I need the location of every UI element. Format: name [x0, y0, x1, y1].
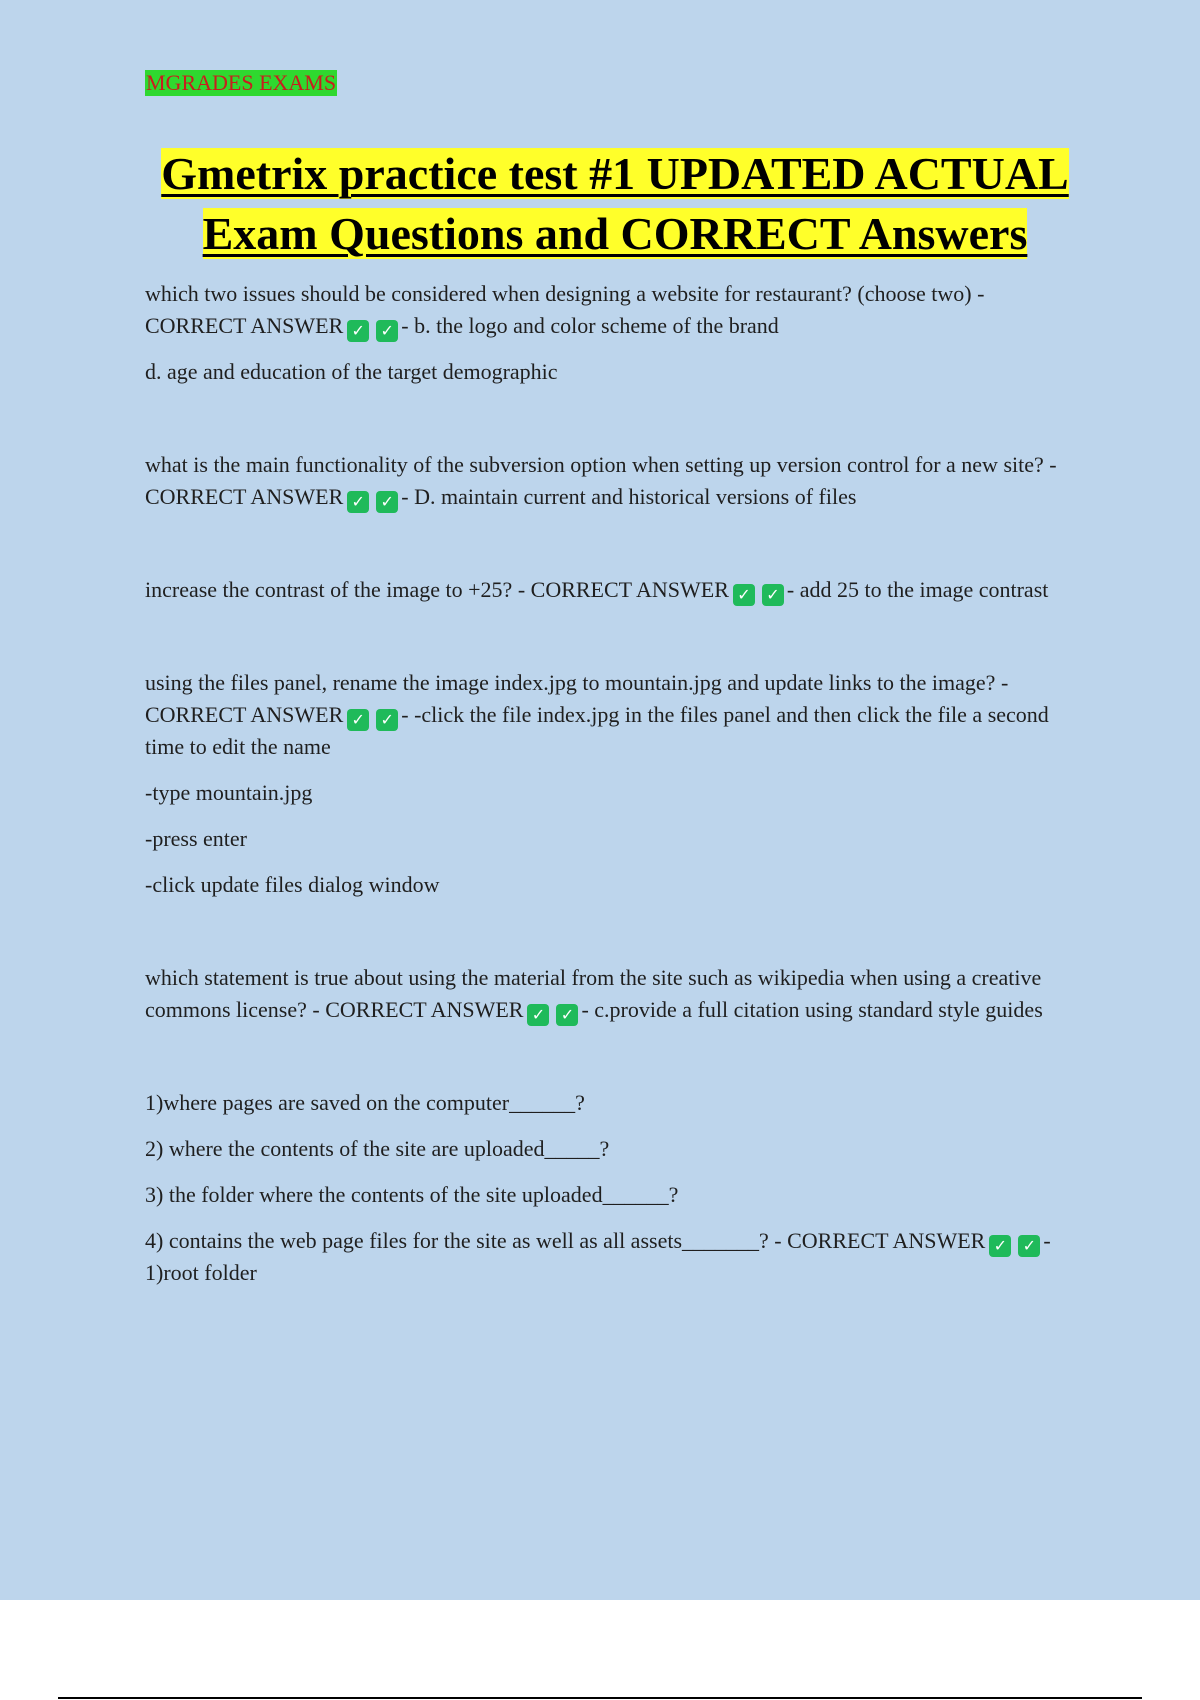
check-icon: ✓	[556, 1004, 578, 1026]
check-icon: ✓	[376, 320, 398, 342]
check-icon: ✓	[376, 709, 398, 731]
question-2	[145, 449, 1085, 513]
check-icon: ✓	[989, 1235, 1011, 1257]
question-6-line-1: 1)where pages are saved on the computer______?	[145, 1090, 585, 1115]
check-icon: ✓	[527, 1004, 549, 1026]
question-1	[145, 278, 1085, 342]
question-4-step-3: -click update files dialog window	[145, 872, 440, 897]
question-1-text: which two issues should be considered when designing a website for restaurant? (choose two) - CORRECT ANSWER	[145, 281, 985, 338]
question-4-step-2: -press enter	[145, 826, 248, 851]
question-6-line-2: 2) where the contents of the site are uploaded_____?	[145, 1136, 610, 1161]
document-title	[145, 144, 1085, 264]
question-5-text: which statement is true about using the material from the site such as wikipedia when using a creative commons license? - CORRECT ANSWER	[145, 965, 1042, 1022]
question-3	[145, 574, 1085, 606]
question-3-answer: - add 25 to the image contrast	[786, 577, 1049, 602]
question-6-line-3: 3) the folder where the contents of the site uploaded______?	[145, 1182, 679, 1207]
check-icon: ✓	[347, 709, 369, 731]
footer-rule	[58, 1697, 1142, 1699]
question-5-answer: - c.provide a full citation using standard style guides	[581, 997, 1043, 1022]
question-3-text: increase the contrast of the image to +25? - CORRECT ANSWER	[145, 577, 729, 602]
question-6-line-4: 4) contains the web page files for the site as well as all assets_______? - CORRECT ANSWER	[145, 1228, 986, 1253]
check-icon: ✓	[347, 320, 369, 342]
question-4-answer: - -click the file index.jpg in the files panel and then click the file a second time to edit the name	[145, 702, 1049, 759]
question-1-answer: - b. the logo and color scheme of the brand	[401, 313, 779, 338]
question-4-step-1: -type mountain.jpg	[145, 780, 313, 805]
document-body	[145, 70, 1085, 1289]
check-icon: ✓	[733, 584, 755, 606]
header-label: MGRADES EXAMS	[146, 70, 337, 95]
question-4-text: using the files panel, rename the image index.jpg to mountain.jpg and update links to the image? - CORRECT ANSWER	[145, 670, 1009, 727]
question-4	[145, 667, 1085, 763]
question-2-text: what is the main functionality of the subversion option when setting up version control for a new site? - CORRECT ANSWER	[145, 452, 1057, 509]
question-6-answer: - 1)root folder	[145, 1228, 1051, 1285]
check-icon: ✓	[376, 491, 398, 513]
title-text: Gmetrix practice test #1 UPDATED ACTUAL Exam Questions and CORRECT Answers	[161, 148, 1069, 259]
question-1-answer-line2: d. age and education of the target demographic	[145, 359, 558, 384]
check-icon: ✓	[762, 584, 784, 606]
check-icon: ✓	[1018, 1235, 1040, 1257]
question-6	[145, 1225, 1085, 1289]
question-2-answer: - D. maintain current and historical versions of files	[401, 484, 857, 509]
check-icon: ✓	[347, 491, 369, 513]
question-5	[145, 962, 1085, 1026]
